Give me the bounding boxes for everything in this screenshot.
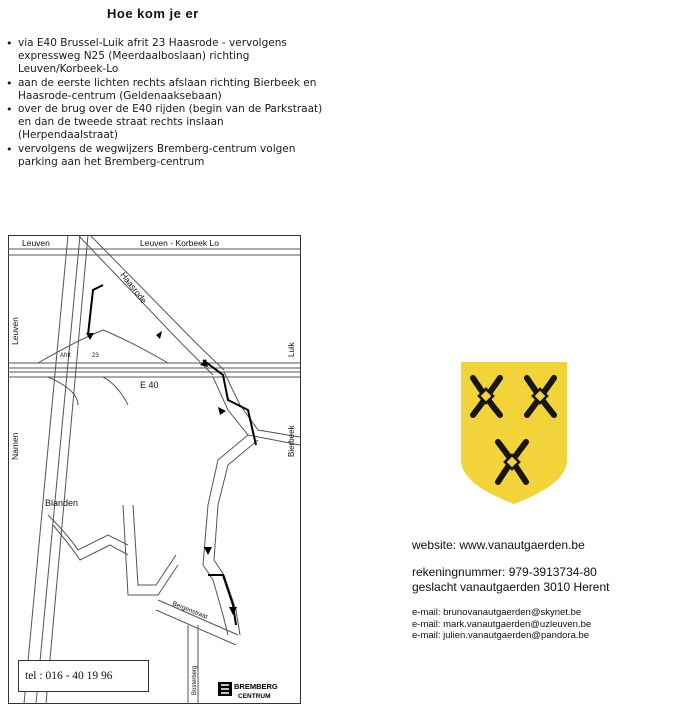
label-namen: Namen	[10, 432, 20, 460]
label-blanden: Blanden	[45, 498, 79, 508]
label-afrit-nr: 23	[92, 353, 99, 359]
page-title: Hoe kom je er	[107, 6, 199, 21]
label-bergenstraat: Bergenstraat	[171, 600, 209, 621]
label-e40: E 40	[140, 380, 159, 390]
logo-line2: CENTRUM	[238, 693, 271, 700]
label-luik: Luik	[287, 342, 296, 357]
family-crest	[458, 360, 570, 506]
logo-line1: BREMBERG	[234, 682, 278, 691]
website-text: website: www.vanautgaerden.be	[412, 538, 585, 552]
label-leuven-side: Leuven	[10, 317, 20, 345]
directions-list	[6, 37, 326, 169]
label-bosterberg: Bosterberg	[192, 665, 198, 695]
direction-item: • vervolgens de wegwijzers Bremberg-centrum volgen parking aan het Bremberg-centrum	[6, 143, 326, 169]
direction-item: • over de brug over de E40 rijden (begin van de Parkstraat) en dan de tweede straat rechts inslaan (Herpendaalstraat)	[6, 103, 326, 143]
direction-item: • aan de eerste lichten rechts afslaan richting Bierbeek en Haasrode-centrum (Geldenaaksebaan)	[6, 77, 326, 103]
telephone-box: tel : 016 - 40 19 96	[18, 660, 149, 692]
label-leuven-top: Leuven	[22, 238, 50, 248]
family-address: geslacht vanautgaerden 3010 Herent	[412, 580, 610, 594]
email-line: e-mail: mark.vanautgaerden@uzleuven.be	[412, 618, 592, 630]
label-leuven-korbeek: Leuven - Korbeek Lo	[140, 238, 219, 248]
contact-block	[412, 538, 609, 642]
email-line: e-mail: brunovanautgaerden@skynet.be	[412, 607, 582, 618]
label-bierbeek: Bierbeek	[287, 425, 296, 457]
direction-item: • via E40 Brussel-Luik afrit 23 Haasrode - vervolgens expressweg N25 (Meerdaalboslaan) richting Leuven/Korbeek-Lo	[6, 37, 326, 77]
label-afrit: Afrit	[60, 353, 71, 359]
route-map	[8, 235, 304, 705]
label-haasrode: Haasrode	[118, 270, 149, 306]
email-line: e-mail: julien.vanautgaerden@pandora.be	[412, 630, 590, 641]
account-number: rekeningnummer: 979-3913734-80	[412, 565, 597, 579]
